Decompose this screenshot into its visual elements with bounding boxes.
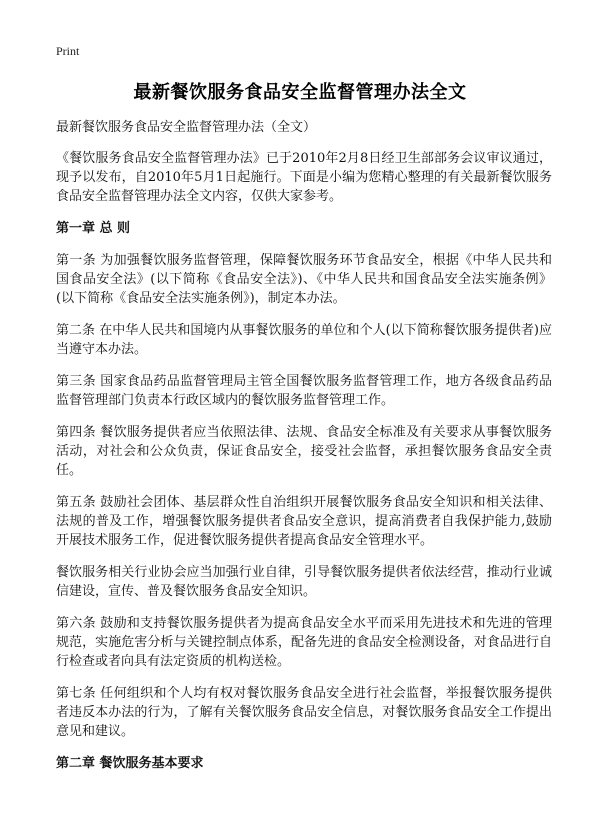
document-title: 最新餐饮服务食品安全监督管理办法全文 [133, 82, 467, 103]
article-5-supplement: 餐饮服务相关行业协会应当加强行业自律，引导餐饮服务提供者依法经营，推动行业诚信建设，宣传、普及餐饮服务食品安全知识。 [56, 565, 552, 599]
article-1: 第一条 为加强餐饮服务监督管理，保障餐饮服务环节食品安全，根据《中华人民共和国食品安全法》(以下简称《食品安全法》)、《中华人民共和国食品安全法实施条例》(以下简称《食品安全法实施条例》)，制定本办法。 [56, 253, 552, 306]
article-7: 第七条 任何组织和个人均有权对餐饮服务食品安全进行社会监督，举报餐饮服务提供者违反本办法的行为，了解有关餐饮服务食品安全信息，对餐饮服务食品安全工作提出意见和建议。 [56, 686, 552, 739]
chapter-1-heading: 第一章 总 则 [56, 221, 131, 236]
chapter-2-heading: 第二章 餐饮服务基本要求 [56, 756, 204, 771]
article-2: 第二条 在中华人民共和国境内从事餐饮服务的单位和个人(以下简称餐饮服务提供者)应当遵守本办法。 [56, 323, 552, 357]
article-3: 第三条 国家食品药品监督管理局主管全国餐饮服务监督管理工作，地方各级食品药品监督管理部门负责本行政区域内的餐饮服务监督管理工作。 [56, 374, 552, 408]
article-6: 第六条 鼓励和支持餐饮服务提供者为提高食品安全水平而采用先进技术和先进的管理规范，实施危害分析与关键控制点体系，配备先进的食品安全检测设备，对食品进行自行检查或者向具有法定资质的机构送检。 [56, 616, 552, 669]
article-4: 第四条 餐饮服务提供者应当依照法律、法规、食品安全标准及有关要求从事餐饮服务活动，对社会和公众负责，保证食品安全，接受社会监督，承担餐饮服务食品安全责任。 [56, 425, 552, 478]
intro-paragraph: 《餐饮服务食品安全监督管理办法》已于2010年2月8日经卫生部部务会议审议通过，现予以发布，自2010年5月1日起施行。下面是小编为您精心整理的有关最新餐饮服务食品安全监督管理办法全文内容，仅供大家参考。 [56, 151, 552, 204]
print-label: Print [56, 44, 80, 58]
article-5: 第五条 鼓励社会团体、基层群众性自治组织开展餐饮服务食品安全知识和相关法律、法规的普及工作，增强餐饮服务提供者食品安全意识，提高消费者自我保护能力,鼓励开展技术服务工作，促进餐饮服务提供者提高食品安全管理水平。 [56, 495, 552, 548]
document-subtitle: 最新餐饮服务食品安全监督管理办法（全文） [56, 120, 317, 135]
document-body [56, 118, 552, 786]
